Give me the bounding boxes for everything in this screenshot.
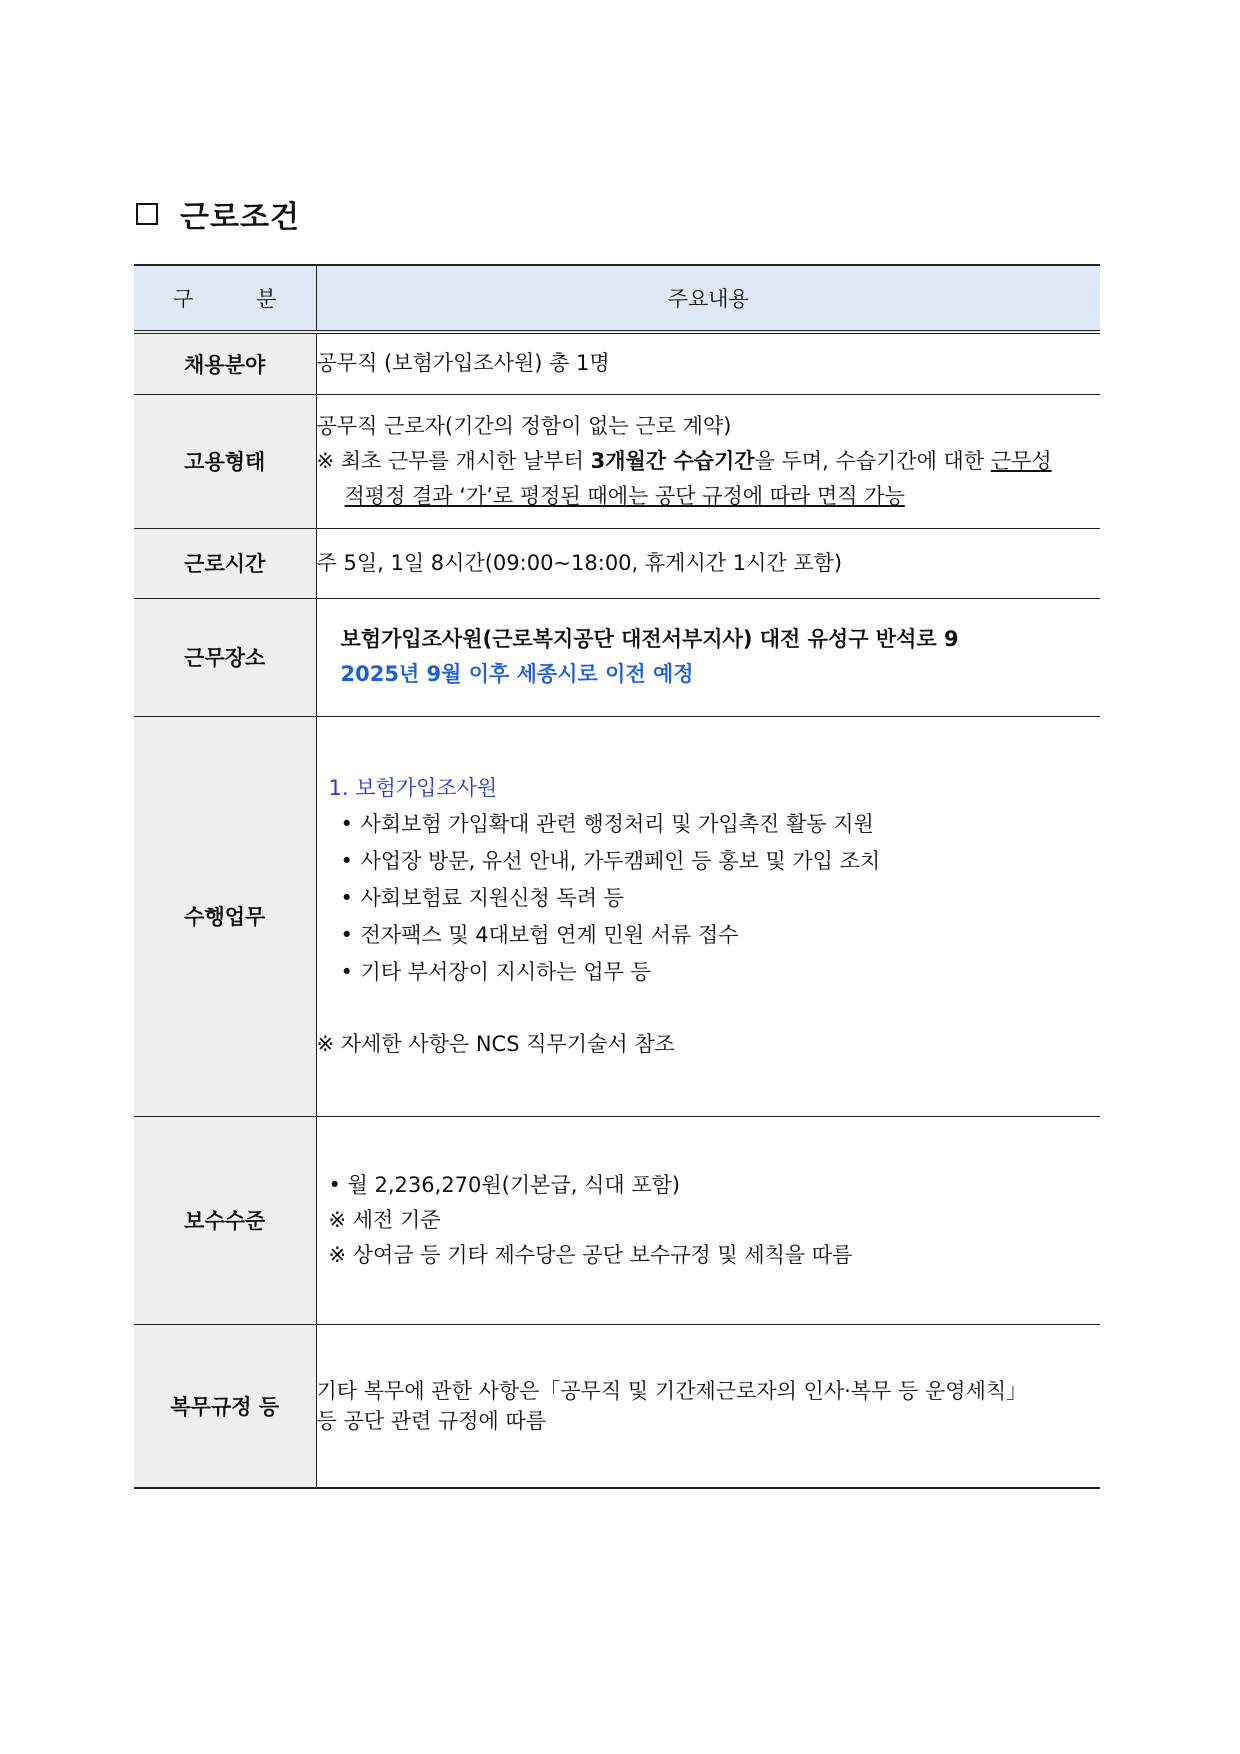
section-heading bbox=[136, 192, 300, 236]
evaluation-condition-part2: 적평정 결과 ‘가’로 평정된 때에는 공단 규정에 따라 면직 가능 bbox=[344, 483, 905, 508]
row-pay bbox=[134, 1116, 1100, 1324]
label-duties: 수행업무 bbox=[134, 716, 316, 1116]
monthly-pay: • 월 2,236,270원(기본급, 식대 포함) bbox=[328, 1172, 681, 1197]
list-item: • 사회보험료 지원신청 독려 등 bbox=[341, 880, 1101, 917]
service-rules-line1: 기타 복무에 관한 사항은「공무직 및 기간제근로자의 인사·복무 등 운영세칙」 bbox=[316, 1378, 1028, 1403]
value-hiring-field: 공무직 (보험가입조사원) 총 1명 bbox=[316, 332, 1100, 394]
row-employment-type bbox=[134, 394, 1100, 528]
header-category: 구 분 bbox=[134, 265, 316, 332]
value-workplace bbox=[316, 598, 1100, 716]
pay-note-pretax: ※ 세전 기준 bbox=[328, 1207, 441, 1232]
label-pay: 보수수준 bbox=[134, 1116, 316, 1324]
label-hiring-field: 채용분야 bbox=[134, 332, 316, 394]
duties-subtitle: 1. 보험가입조사원 bbox=[328, 775, 498, 800]
value-pay bbox=[316, 1116, 1100, 1324]
row-workplace bbox=[134, 598, 1100, 716]
workplace-address: 보험가입조사원(근로복지공단 대전서부지사) 대전 유성구 반석로 9 bbox=[340, 627, 959, 651]
relocation-notice: 2025년 9월 이후 세종시로 이전 예정 bbox=[340, 662, 694, 686]
probation-period: 3개월간 수습기간 bbox=[590, 448, 755, 473]
duties-note: ※ 자세한 사항은 NCS 직무기술서 참조 bbox=[316, 1031, 675, 1056]
row-duties bbox=[134, 716, 1100, 1116]
label-service-rules: 복무규정 등 bbox=[134, 1324, 316, 1488]
row-service-rules bbox=[134, 1324, 1100, 1488]
square-outline-icon bbox=[136, 203, 158, 225]
employment-type-line: 공무직 근로자(기간의 정함이 없는 근로 계약) bbox=[316, 413, 732, 438]
list-item: • 전자팩스 및 4대보험 연계 민원 서류 접수 bbox=[341, 917, 1101, 954]
value-working-hours: 주 5일, 1일 8시간(09:00~18:00, 휴게시간 1시간 포함) bbox=[316, 528, 1100, 598]
evaluation-condition-line bbox=[317, 479, 1101, 514]
list-item: • 사업장 방문, 유선 안내, 가두캠페인 등 홍보 및 가입 조치 bbox=[341, 843, 1101, 880]
value-employment-type bbox=[316, 394, 1100, 528]
header-main-content: 주요내용 bbox=[316, 265, 1100, 332]
value-service-rules bbox=[316, 1324, 1100, 1488]
row-working-hours bbox=[134, 528, 1100, 598]
probation-note: ※ 최초 근무를 개시한 날부터 3개월간 수습기간을 두며, 수습기간에 대한 근무성 bbox=[316, 448, 1052, 473]
evaluation-condition-part1: 근무성 bbox=[990, 448, 1052, 473]
table-header-row bbox=[134, 265, 1100, 332]
label-working-hours: 근로시간 bbox=[134, 528, 316, 598]
list-item: • 기타 부서장이 지시하는 업무 등 bbox=[341, 954, 1101, 991]
working-conditions-table bbox=[134, 264, 1100, 1489]
value-duties bbox=[316, 716, 1100, 1116]
service-rules-line2: 등 공단 관련 규정에 따름 bbox=[316, 1408, 547, 1433]
duties-list bbox=[317, 806, 1101, 991]
list-item: • 사회보험 가입확대 관련 행정처리 및 가입촉진 활동 지원 bbox=[341, 806, 1101, 843]
pay-note-allowances: ※ 상여금 등 기타 제수당은 공단 보수규정 및 세칙을 따름 bbox=[328, 1242, 853, 1267]
section-title: 근로조건 bbox=[180, 200, 300, 235]
label-employment-type: 고용형태 bbox=[134, 394, 316, 528]
label-workplace: 근무장소 bbox=[134, 598, 316, 716]
row-hiring-field bbox=[134, 332, 1100, 394]
